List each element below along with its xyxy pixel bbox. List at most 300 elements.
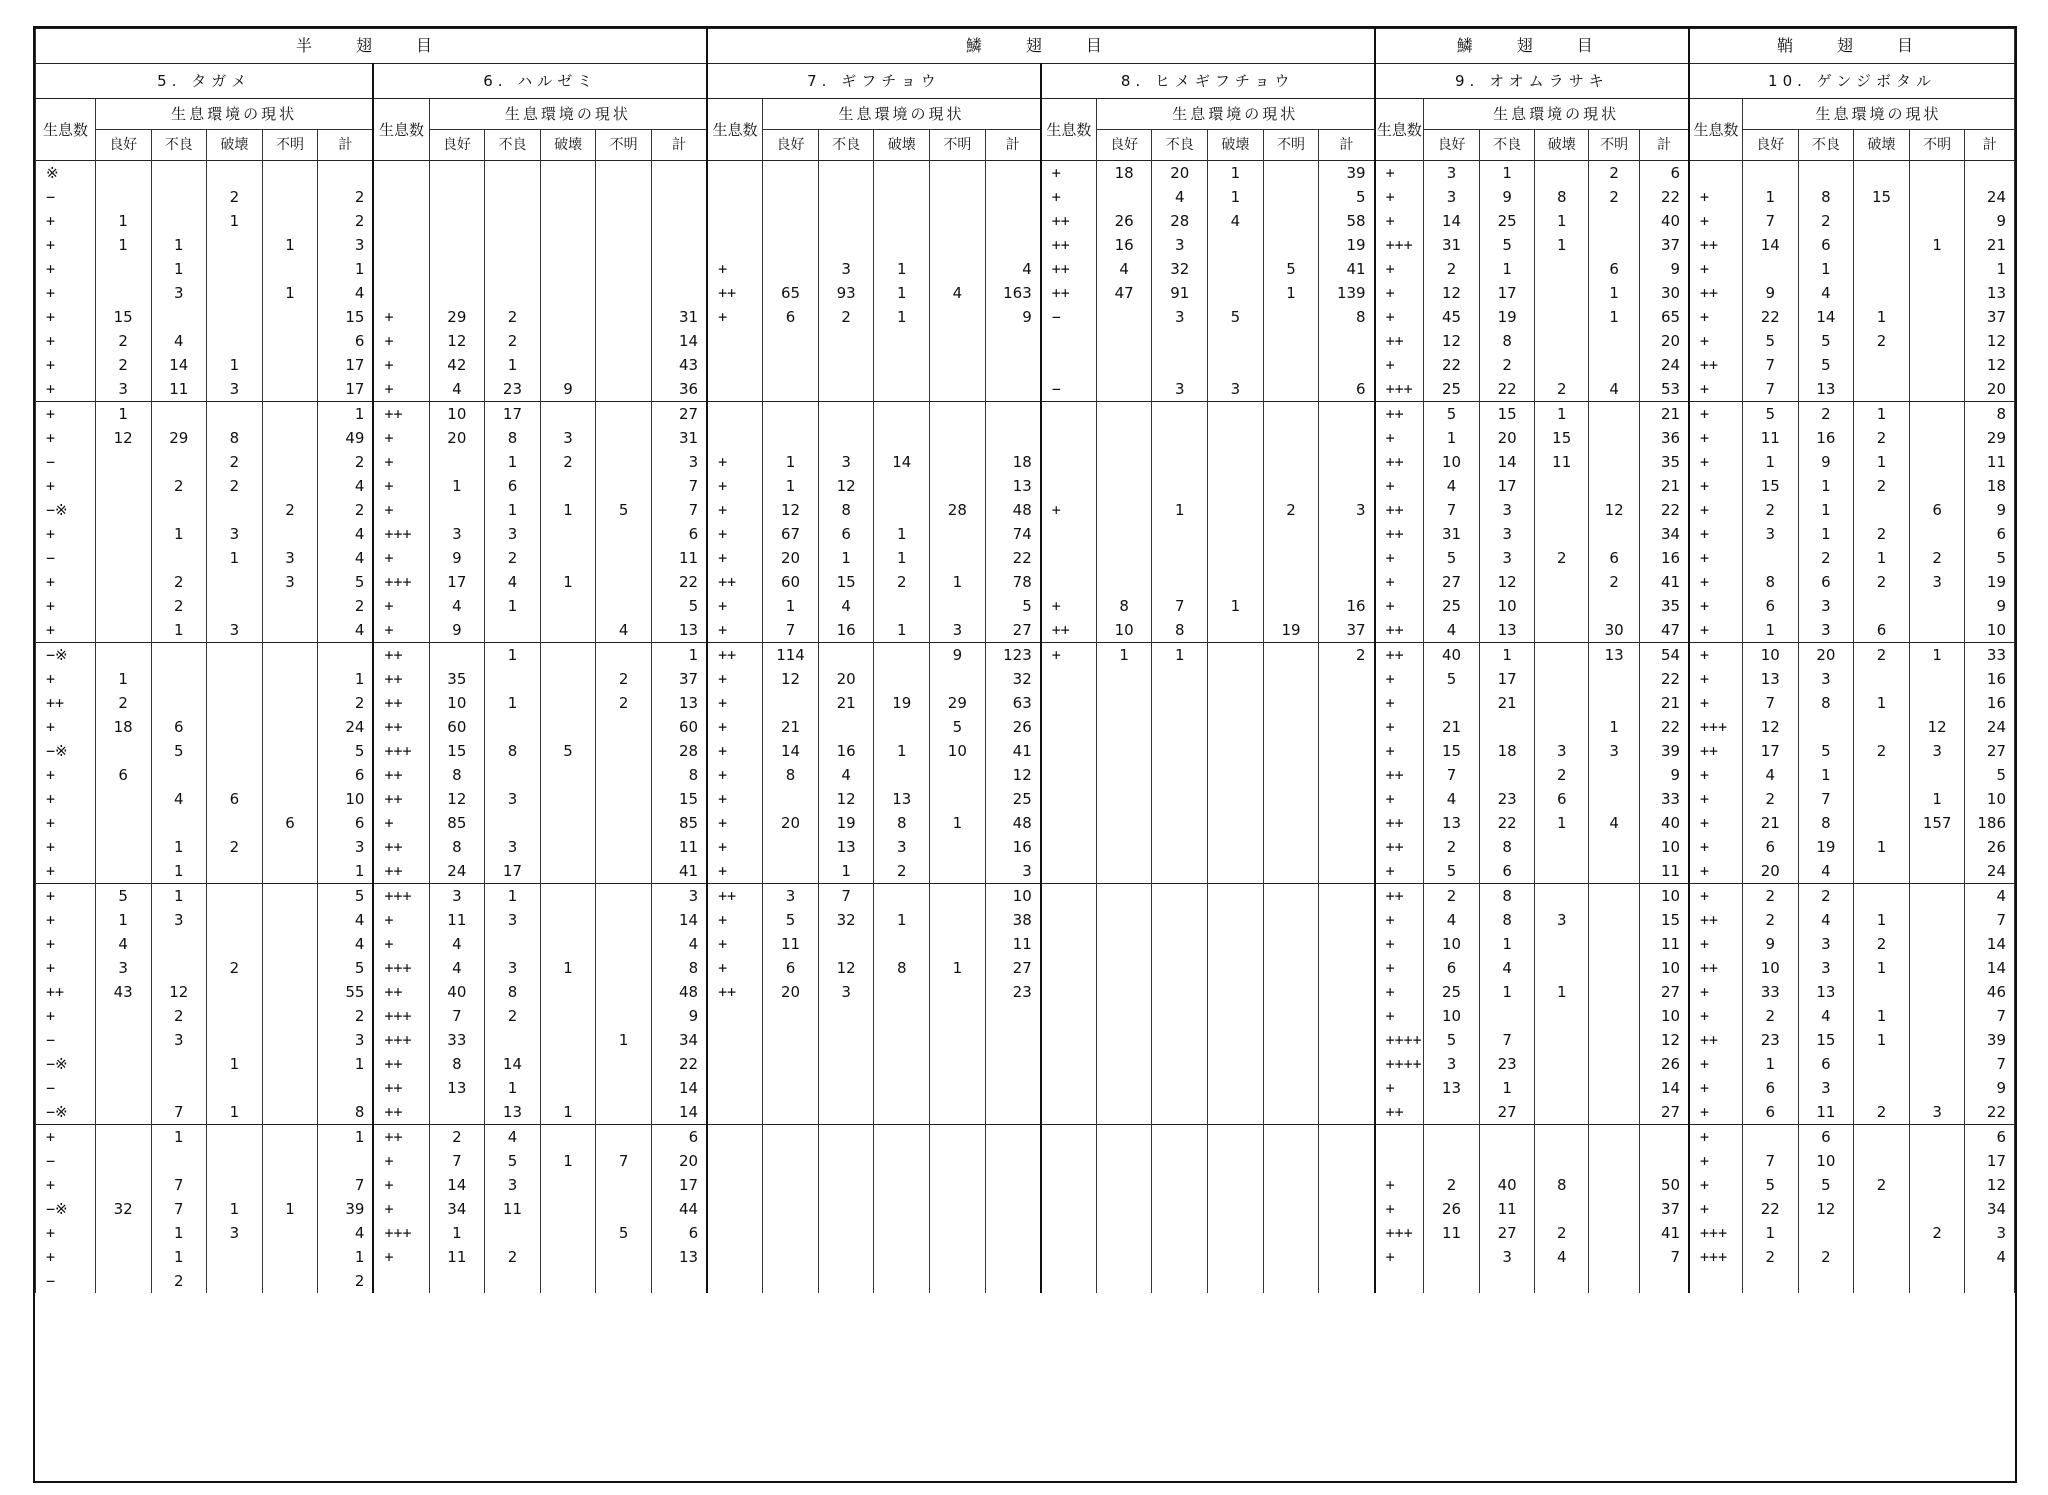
presence-cell: + bbox=[707, 691, 763, 715]
unknown-cell bbox=[930, 594, 986, 618]
presence-cell: + bbox=[1689, 209, 1742, 233]
destroyed-cell: 14 bbox=[874, 450, 930, 474]
destroyed-cell bbox=[1854, 787, 1910, 811]
total-cell bbox=[985, 1052, 1041, 1076]
destroyed-cell: 1 bbox=[207, 353, 263, 377]
bad-cell: 1 bbox=[485, 450, 541, 474]
total-cell: 3 bbox=[318, 1028, 374, 1052]
bad-cell: 3 bbox=[485, 522, 541, 546]
presence-cell: + bbox=[1375, 1245, 1424, 1269]
destroyed-cell bbox=[540, 667, 596, 691]
presence-cell: + bbox=[707, 908, 763, 932]
destroyed-cell: 19 bbox=[874, 691, 930, 715]
bad-cell bbox=[151, 1052, 207, 1076]
total-cell: 34 bbox=[1640, 522, 1689, 546]
total-cell: 4 bbox=[318, 281, 374, 305]
table-row bbox=[36, 1149, 2015, 1173]
unknown-cell: 6 bbox=[262, 811, 318, 835]
destroyed-cell: 3 bbox=[207, 1221, 263, 1245]
good-cell: 5 bbox=[1424, 546, 1480, 570]
destroyed-header: 破壊 bbox=[1854, 130, 1910, 161]
bad-cell bbox=[1152, 932, 1208, 956]
destroyed-cell: 1 bbox=[1208, 161, 1264, 186]
good-cell: 21 bbox=[763, 715, 819, 739]
bad-cell: 12 bbox=[151, 980, 207, 1004]
total-cell: 6 bbox=[318, 811, 374, 835]
good-cell: 11 bbox=[429, 908, 485, 932]
total-cell bbox=[318, 1149, 374, 1173]
bad-cell bbox=[1152, 522, 1208, 546]
presence-cell: + bbox=[1375, 594, 1424, 618]
presence-cell: ++ bbox=[1375, 618, 1424, 643]
destroyed-cell: 2 bbox=[1854, 426, 1910, 450]
good-cell: 14 bbox=[429, 1173, 485, 1197]
presence-cell bbox=[373, 257, 429, 281]
good-cell: 22 bbox=[1424, 353, 1480, 377]
bad-cell: 23 bbox=[1479, 787, 1535, 811]
destroyed-cell: 1 bbox=[1854, 305, 1910, 329]
bad-cell: 3 bbox=[818, 980, 874, 1004]
total-cell: 7 bbox=[1640, 1245, 1689, 1269]
total-cell: 5 bbox=[318, 884, 374, 909]
unknown-cell bbox=[262, 643, 318, 668]
order-header: 鞘 翅 目 bbox=[1689, 29, 2014, 64]
presence-cell bbox=[1041, 1221, 1097, 1245]
destroyed-cell bbox=[1854, 859, 1910, 884]
good-cell bbox=[763, 161, 819, 186]
total-cell: 15 bbox=[318, 305, 374, 329]
presence-cell: + bbox=[1689, 305, 1742, 329]
bad-cell: 1 bbox=[1479, 980, 1535, 1004]
presence-cell: ++ bbox=[1041, 233, 1097, 257]
destroyed-cell bbox=[1208, 1149, 1264, 1173]
good-cell: 25 bbox=[1424, 377, 1480, 402]
presence-cell: + bbox=[1689, 1100, 1742, 1125]
destroyed-cell bbox=[207, 257, 263, 281]
order-header: 半 翅 目 bbox=[36, 29, 708, 64]
good-cell bbox=[1096, 546, 1152, 570]
unknown-cell bbox=[930, 1076, 986, 1100]
bad-cell: 8 bbox=[485, 739, 541, 763]
unknown-cell bbox=[596, 305, 652, 329]
unknown-cell bbox=[1263, 570, 1319, 594]
presence-cell bbox=[1041, 908, 1097, 932]
bad-cell bbox=[1798, 1269, 1854, 1293]
destroyed-cell bbox=[1208, 570, 1264, 594]
presence-cell: + bbox=[1689, 426, 1742, 450]
presence-cell: + bbox=[36, 667, 96, 691]
destroyed-cell bbox=[207, 594, 263, 618]
destroyed-cell bbox=[1535, 1125, 1588, 1150]
unknown-cell bbox=[1263, 546, 1319, 570]
total-cell: 16 bbox=[985, 835, 1041, 859]
total-cell: 41 bbox=[1640, 1221, 1689, 1245]
unknown-cell: 3 bbox=[1909, 570, 1965, 594]
destroyed-cell bbox=[207, 932, 263, 956]
total-cell: 15 bbox=[651, 787, 707, 811]
unknown-cell bbox=[1588, 209, 1639, 233]
unknown-header: 不明 bbox=[1263, 130, 1319, 161]
unknown-cell bbox=[262, 715, 318, 739]
table-row bbox=[36, 1125, 2015, 1150]
total-cell bbox=[1319, 956, 1375, 980]
destroyed-cell bbox=[540, 618, 596, 643]
table-row bbox=[36, 715, 2015, 739]
unknown-cell bbox=[1909, 450, 1965, 474]
good-cell bbox=[1096, 426, 1152, 450]
destroyed-cell bbox=[1535, 618, 1588, 643]
presence-cell: ++ bbox=[1689, 908, 1742, 932]
presence-cell: + bbox=[1689, 1173, 1742, 1197]
unknown-cell bbox=[262, 1149, 318, 1173]
presence-cell: + bbox=[707, 257, 763, 281]
destroyed-cell: 8 bbox=[1535, 185, 1588, 209]
table-row bbox=[36, 787, 2015, 811]
unknown-cell: 3 bbox=[262, 570, 318, 594]
unknown-cell bbox=[1588, 474, 1639, 498]
unknown-cell: 5 bbox=[930, 715, 986, 739]
presence-cell: −※ bbox=[36, 643, 96, 668]
presence-cell: + bbox=[1375, 667, 1424, 691]
total-cell: 6 bbox=[651, 1125, 707, 1150]
good-cell bbox=[1096, 402, 1152, 427]
presence-cell: + bbox=[1375, 546, 1424, 570]
good-cell: 6 bbox=[763, 956, 819, 980]
bad-cell: 7 bbox=[1479, 1028, 1535, 1052]
total-cell: 19 bbox=[1319, 233, 1375, 257]
destroyed-cell bbox=[1208, 618, 1264, 643]
good-cell: 6 bbox=[1743, 594, 1799, 618]
total-cell: 63 bbox=[985, 691, 1041, 715]
unknown-cell bbox=[596, 474, 652, 498]
bad-cell bbox=[1152, 691, 1208, 715]
bad-cell: 2 bbox=[485, 1004, 541, 1028]
table-row bbox=[36, 1269, 2015, 1293]
unknown-cell: 1 bbox=[1588, 715, 1639, 739]
good-cell: 32 bbox=[95, 1197, 151, 1221]
presence-cell: + bbox=[36, 209, 96, 233]
unknown-cell bbox=[930, 1269, 986, 1293]
bad-cell: 1 bbox=[1479, 932, 1535, 956]
bad-cell: 1 bbox=[1479, 643, 1535, 668]
presence-cell bbox=[707, 377, 763, 402]
presence-cell: + bbox=[36, 618, 96, 643]
presence-cell: ++++ bbox=[1375, 1028, 1424, 1052]
unknown-cell bbox=[1263, 329, 1319, 353]
unknown-cell bbox=[1263, 691, 1319, 715]
habitat-survey-table bbox=[35, 28, 2015, 1293]
total-cell bbox=[1640, 1149, 1689, 1173]
destroyed-cell bbox=[207, 763, 263, 787]
presence-cell: + bbox=[36, 908, 96, 932]
good-header: 良好 bbox=[429, 130, 485, 161]
bad-cell bbox=[485, 185, 541, 209]
total-cell: 5 bbox=[318, 739, 374, 763]
table-row bbox=[36, 1028, 2015, 1052]
bad-cell: 32 bbox=[1152, 257, 1208, 281]
destroyed-cell bbox=[874, 1100, 930, 1125]
total-cell: 13 bbox=[651, 1245, 707, 1269]
bad-cell: 7 bbox=[151, 1100, 207, 1125]
presence-header: 生息数 bbox=[1041, 99, 1097, 161]
total-cell: 5 bbox=[318, 956, 374, 980]
total-cell bbox=[985, 1076, 1041, 1100]
destroyed-cell: 1 bbox=[207, 209, 263, 233]
unknown-cell: 30 bbox=[1588, 618, 1639, 643]
presence-cell: ++ bbox=[1375, 763, 1424, 787]
good-cell bbox=[763, 1100, 819, 1125]
total-cell: 24 bbox=[1965, 859, 2015, 884]
unknown-cell bbox=[1263, 305, 1319, 329]
good-cell bbox=[95, 257, 151, 281]
total-cell: 5 bbox=[651, 594, 707, 618]
total-cell bbox=[1319, 1173, 1375, 1197]
bad-cell: 4 bbox=[151, 329, 207, 353]
bad-cell: 10 bbox=[1479, 594, 1535, 618]
presence-cell: + bbox=[1689, 643, 1742, 668]
destroyed-cell: 3 bbox=[874, 835, 930, 859]
presence-cell: + bbox=[1689, 1149, 1742, 1173]
destroyed-cell: 3 bbox=[207, 618, 263, 643]
unknown-cell bbox=[1263, 1004, 1319, 1028]
presence-cell: + bbox=[1041, 643, 1097, 668]
total-cell: 4 bbox=[1965, 884, 2015, 909]
destroyed-cell: 9 bbox=[540, 377, 596, 402]
good-cell bbox=[1096, 1173, 1152, 1197]
total-cell: 26 bbox=[985, 715, 1041, 739]
unknown-cell bbox=[596, 522, 652, 546]
bad-cell: 1 bbox=[151, 1245, 207, 1269]
total-cell: 8 bbox=[1965, 402, 2015, 427]
presence-cell: +++ bbox=[1375, 233, 1424, 257]
destroyed-cell bbox=[207, 667, 263, 691]
total-cell bbox=[1319, 570, 1375, 594]
total-cell bbox=[651, 281, 707, 305]
unknown-cell: 1 bbox=[596, 1028, 652, 1052]
presence-cell: + bbox=[1689, 185, 1742, 209]
unknown-cell bbox=[1263, 643, 1319, 668]
presence-cell bbox=[1041, 739, 1097, 763]
unknown-cell bbox=[1909, 980, 1965, 1004]
total-cell: 34 bbox=[1965, 1197, 2015, 1221]
total-cell: 6 bbox=[1319, 377, 1375, 402]
good-cell: 8 bbox=[763, 763, 819, 787]
destroyed-cell bbox=[540, 281, 596, 305]
total-cell: 16 bbox=[1965, 667, 2015, 691]
total-cell: 32 bbox=[985, 667, 1041, 691]
total-cell: 11 bbox=[1640, 932, 1689, 956]
destroyed-cell: 1 bbox=[1854, 1004, 1910, 1028]
good-cell bbox=[95, 474, 151, 498]
destroyed-cell: 3 bbox=[540, 426, 596, 450]
unknown-cell bbox=[1909, 667, 1965, 691]
unknown-cell bbox=[1588, 691, 1639, 715]
bad-header: 不良 bbox=[1152, 130, 1208, 161]
destroyed-cell: 2 bbox=[207, 835, 263, 859]
table-row bbox=[36, 450, 2015, 474]
good-cell: 1 bbox=[95, 209, 151, 233]
presence-cell: ++ bbox=[36, 691, 96, 715]
bad-cell: 1 bbox=[485, 691, 541, 715]
table-row bbox=[36, 1076, 2015, 1100]
bad-cell: 21 bbox=[1479, 691, 1535, 715]
bad-cell: 3 bbox=[485, 787, 541, 811]
presence-cell: − bbox=[1041, 305, 1097, 329]
total-cell bbox=[318, 643, 374, 668]
total-cell bbox=[1319, 884, 1375, 909]
destroyed-cell bbox=[874, 353, 930, 377]
destroyed-cell bbox=[540, 1004, 596, 1028]
destroyed-cell bbox=[874, 980, 930, 1004]
destroyed-cell bbox=[207, 498, 263, 522]
bad-cell bbox=[818, 1149, 874, 1173]
presence-cell: +++ bbox=[373, 1004, 429, 1028]
total-cell: 18 bbox=[985, 450, 1041, 474]
bad-cell: 2 bbox=[485, 305, 541, 329]
destroyed-cell bbox=[1535, 1004, 1588, 1028]
presence-cell: + bbox=[1689, 257, 1742, 281]
presence-cell: +++ bbox=[1689, 1245, 1742, 1269]
destroyed-cell bbox=[874, 1004, 930, 1028]
total-cell: 21 bbox=[1640, 402, 1689, 427]
bad-cell: 12 bbox=[818, 956, 874, 980]
total-cell: 6 bbox=[1965, 522, 2015, 546]
order-header: 鱗 翅 目 bbox=[707, 29, 1374, 64]
good-cell: 14 bbox=[1424, 209, 1480, 233]
presence-cell: ++ bbox=[1375, 1100, 1424, 1125]
unknown-cell: 9 bbox=[930, 643, 986, 668]
total-cell: 2 bbox=[318, 1004, 374, 1028]
good-cell: 7 bbox=[1743, 209, 1799, 233]
total-cell bbox=[985, 1125, 1041, 1150]
destroyed-cell: 1 bbox=[874, 257, 930, 281]
unknown-cell bbox=[262, 1076, 318, 1100]
unknown-cell: 1 bbox=[1909, 787, 1965, 811]
bad-cell: 1 bbox=[485, 353, 541, 377]
presence-cell: + bbox=[1375, 1076, 1424, 1100]
total-cell: 41 bbox=[1640, 570, 1689, 594]
presence-header: 生息数 bbox=[1375, 99, 1424, 161]
destroyed-cell bbox=[874, 233, 930, 257]
good-cell: 7 bbox=[429, 1149, 485, 1173]
good-cell: 15 bbox=[1743, 474, 1799, 498]
good-cell bbox=[763, 1052, 819, 1076]
unknown-cell bbox=[596, 1100, 652, 1125]
total-header: 計 bbox=[651, 130, 707, 161]
good-cell: 2 bbox=[95, 691, 151, 715]
total-cell bbox=[651, 257, 707, 281]
bad-cell bbox=[1798, 1221, 1854, 1245]
good-cell: 29 bbox=[429, 305, 485, 329]
bad-cell: 1 bbox=[151, 884, 207, 909]
destroyed-cell: 1 bbox=[874, 281, 930, 305]
presence-cell: + bbox=[707, 546, 763, 570]
presence-cell: + bbox=[1375, 932, 1424, 956]
destroyed-cell bbox=[1854, 1149, 1910, 1173]
destroyed-cell bbox=[1854, 1221, 1910, 1245]
unknown-cell bbox=[1263, 450, 1319, 474]
bad-header: 不良 bbox=[1798, 130, 1854, 161]
destroyed-cell bbox=[1854, 763, 1910, 787]
bad-cell: 9 bbox=[1479, 185, 1535, 209]
presence-cell: + bbox=[373, 474, 429, 498]
species-header: 10. ゲンジボタル bbox=[1689, 64, 2014, 99]
destroyed-cell bbox=[207, 402, 263, 427]
unknown-cell bbox=[930, 1052, 986, 1076]
destroyed-cell bbox=[1535, 1100, 1588, 1125]
presence-cell bbox=[1041, 402, 1097, 427]
presence-cell: + bbox=[36, 787, 96, 811]
bad-cell: 11 bbox=[485, 1197, 541, 1221]
unknown-cell: 4 bbox=[930, 281, 986, 305]
good-cell bbox=[95, 739, 151, 763]
destroyed-cell bbox=[1854, 1076, 1910, 1100]
total-cell: 17 bbox=[318, 353, 374, 377]
good-cell: 31 bbox=[1424, 522, 1480, 546]
total-cell bbox=[651, 185, 707, 209]
bad-cell bbox=[1152, 1173, 1208, 1197]
total-cell bbox=[1319, 1052, 1375, 1076]
presence-cell bbox=[1041, 546, 1097, 570]
destroyed-cell: 1 bbox=[540, 570, 596, 594]
table-row bbox=[36, 667, 2015, 691]
bad-cell bbox=[485, 715, 541, 739]
bad-cell bbox=[151, 691, 207, 715]
unknown-cell bbox=[596, 570, 652, 594]
total-cell: 3 bbox=[318, 233, 374, 257]
destroyed-cell bbox=[1208, 450, 1264, 474]
bad-cell: 17 bbox=[1479, 281, 1535, 305]
habitat-header: 生息環境の現状 bbox=[429, 99, 707, 130]
presence-cell bbox=[707, 1173, 763, 1197]
presence-cell: ++ bbox=[1375, 522, 1424, 546]
unknown-cell bbox=[262, 185, 318, 209]
unknown-cell bbox=[262, 329, 318, 353]
good-cell bbox=[95, 618, 151, 643]
total-cell: 4 bbox=[651, 932, 707, 956]
bad-cell: 3 bbox=[1152, 377, 1208, 402]
presence-cell: ++ bbox=[707, 643, 763, 668]
unknown-cell bbox=[262, 835, 318, 859]
total-cell: 3 bbox=[985, 859, 1041, 884]
presence-header: 生息数 bbox=[36, 99, 96, 161]
table-row bbox=[36, 305, 2015, 329]
good-cell bbox=[1096, 1149, 1152, 1173]
destroyed-cell: 1 bbox=[874, 546, 930, 570]
destroyed-cell bbox=[1208, 1076, 1264, 1100]
bad-cell: 13 bbox=[485, 1100, 541, 1125]
bad-cell: 12 bbox=[1479, 570, 1535, 594]
good-cell: 14 bbox=[1743, 233, 1799, 257]
bad-cell bbox=[1479, 1269, 1535, 1293]
bad-cell bbox=[818, 1052, 874, 1076]
presence-cell: − bbox=[36, 450, 96, 474]
table-row bbox=[36, 763, 2015, 787]
good-cell bbox=[1096, 1125, 1152, 1150]
destroyed-cell: 2 bbox=[1854, 1100, 1910, 1125]
presence-cell: + bbox=[36, 811, 96, 835]
unknown-cell bbox=[930, 257, 986, 281]
total-cell: 186 bbox=[1965, 811, 2015, 835]
good-cell bbox=[763, 859, 819, 884]
presence-cell: ++ bbox=[1375, 643, 1424, 668]
total-cell bbox=[1319, 1221, 1375, 1245]
unknown-cell bbox=[1909, 859, 1965, 884]
presence-cell bbox=[1689, 1269, 1742, 1293]
total-cell bbox=[985, 329, 1041, 353]
good-cell: 11 bbox=[429, 1245, 485, 1269]
destroyed-cell bbox=[1854, 281, 1910, 305]
